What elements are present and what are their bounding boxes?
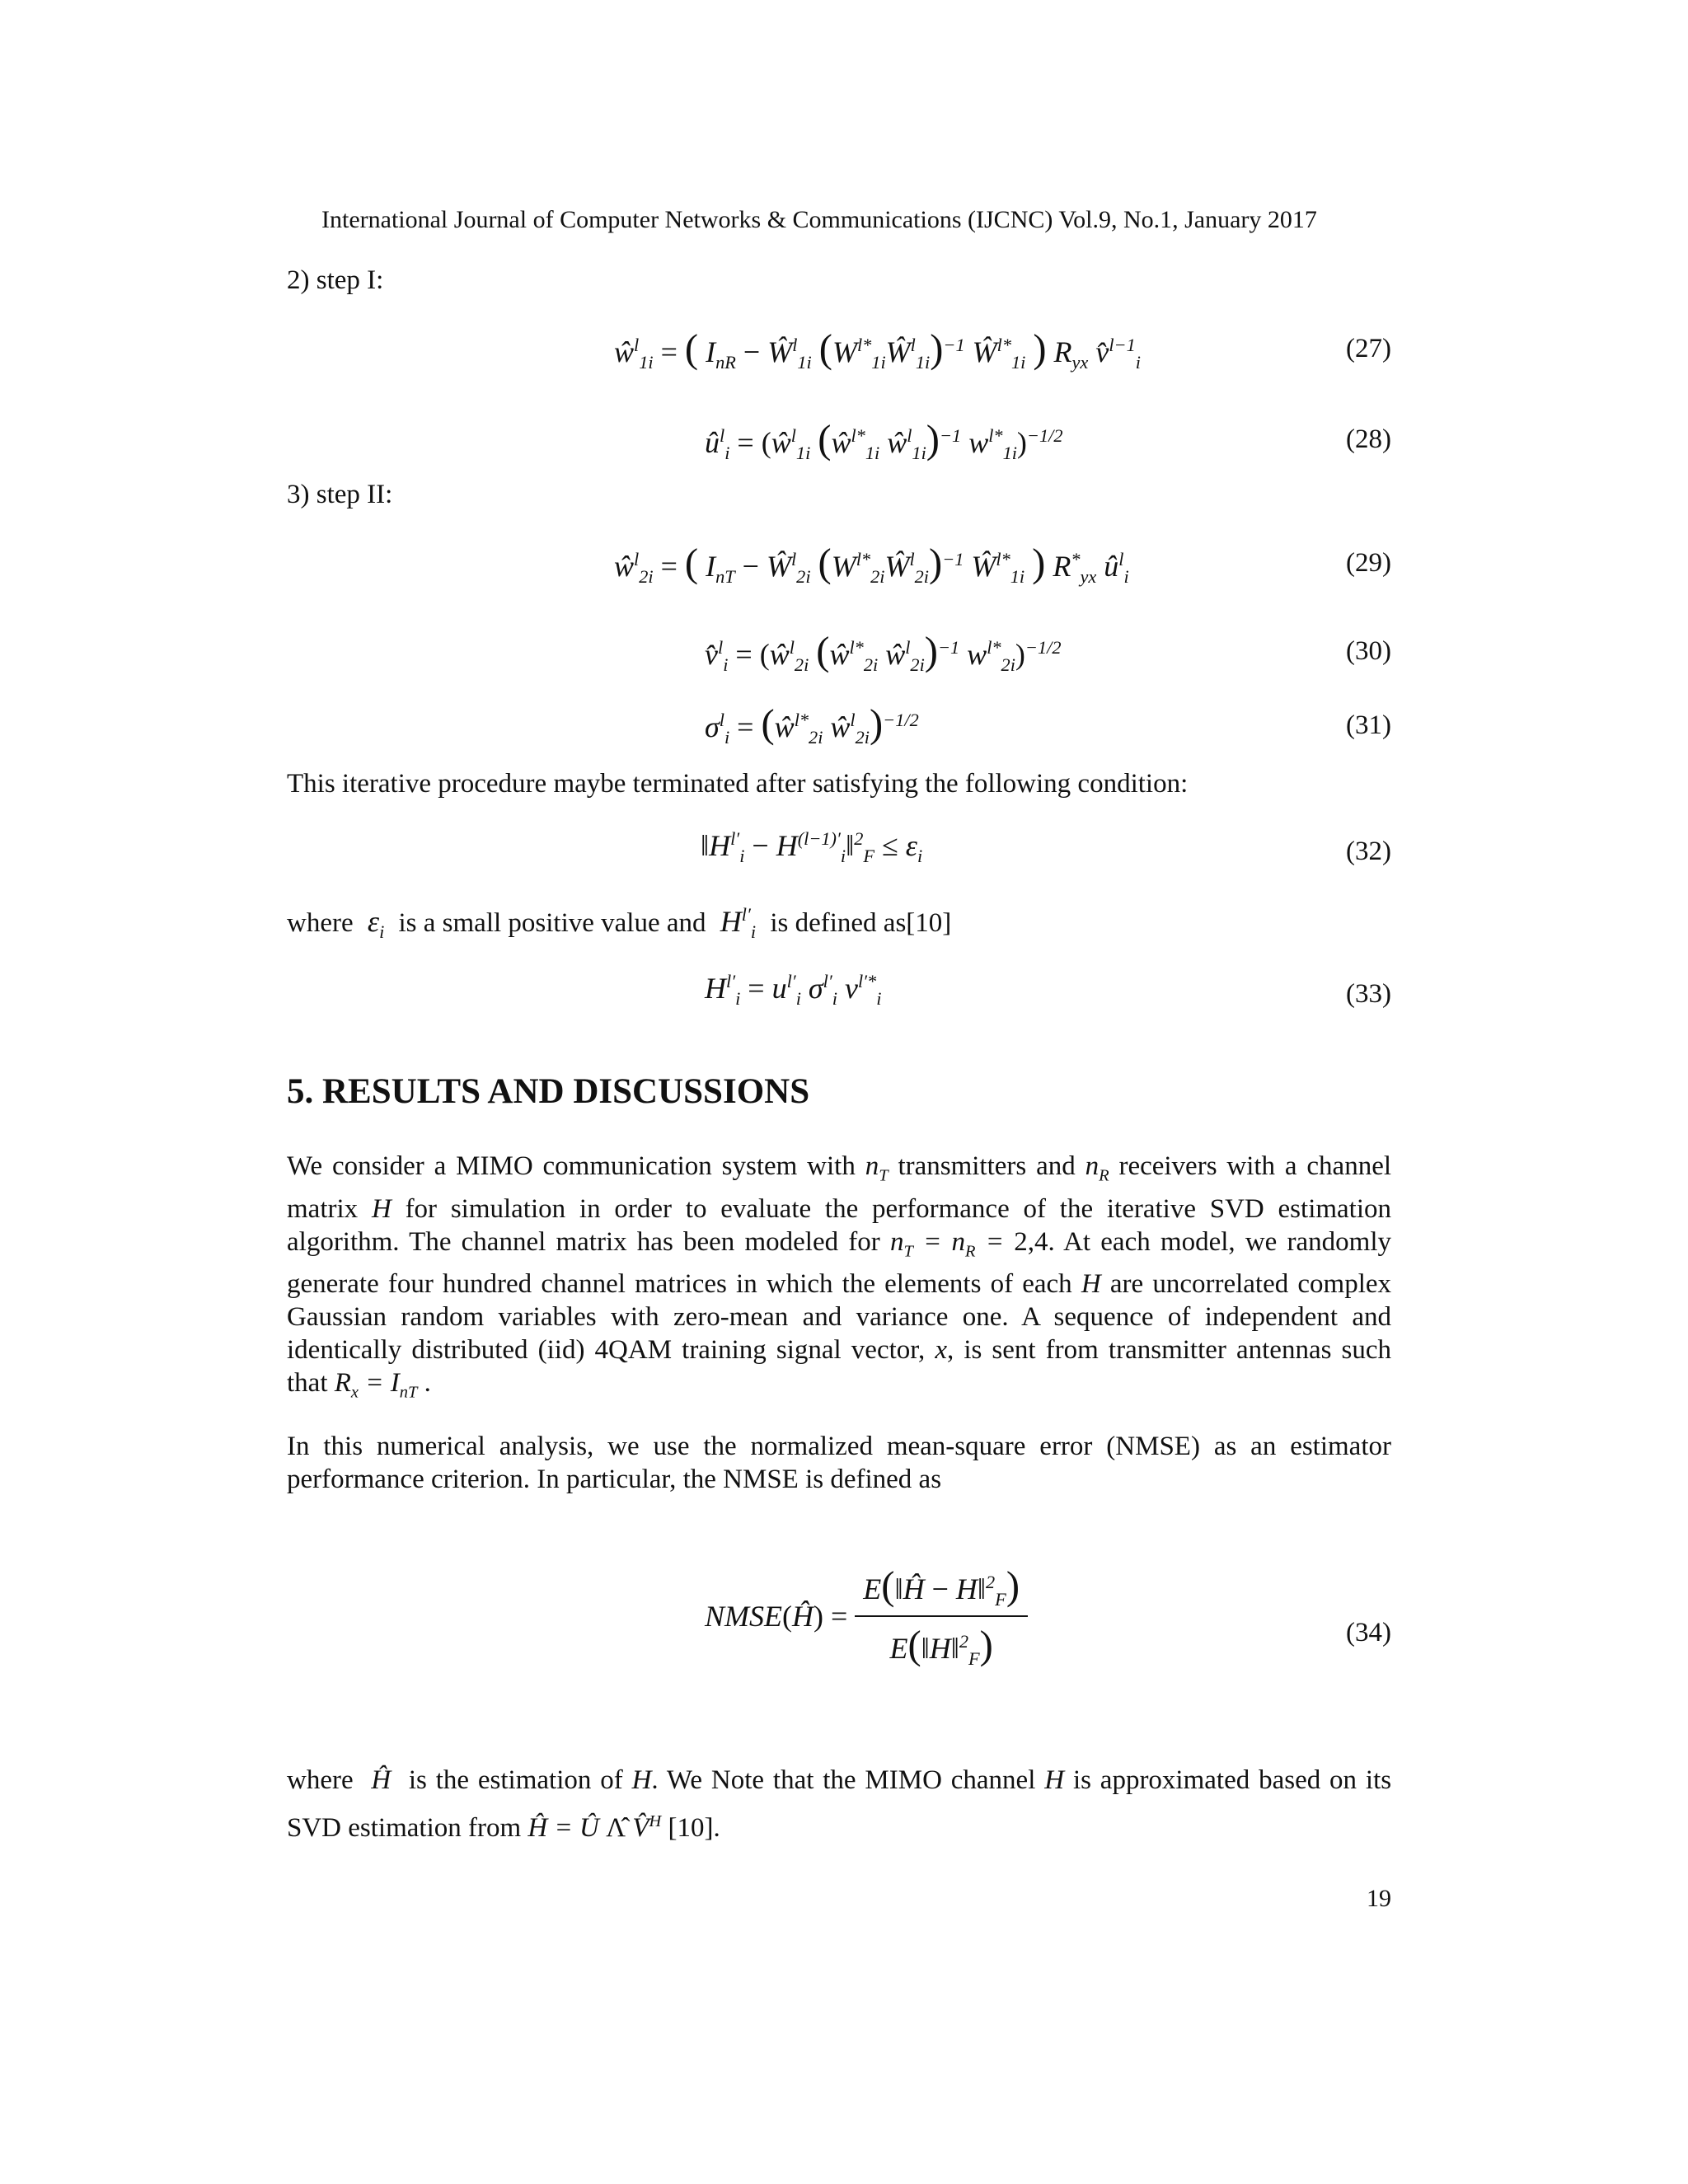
h-symbol-4: H — [1044, 1765, 1065, 1795]
equation-number-34: (34) — [1346, 1618, 1391, 1647]
equation-28: $û^l_i$ = ($ŵ^l_{1i}$ ($ŵ^{l*}_{1i}$ $ŵ^l_{1i})^{-1}$ $w^{l*}_{1i})^{-1/2}$ — [705, 417, 1063, 464]
para1-part5: . At each model, we randomly generate four hundred channel matrices in which the elements of each — [287, 1226, 1391, 1300]
para1-part7: , is sent from transmitter antennas such that — [287, 1335, 1392, 1399]
para1-part1: We consider a MIMO communication system with — [287, 1151, 856, 1181]
model-sizes: $n_T = n_R = 2,4$ — [890, 1226, 1048, 1261]
equation-29: $ŵ^l_{2i}$ = ( $I_{nT}$ − $Ŵ^l_{2i}$ $(W^{l*}_{2i}Ŵ^l_{2i})^{-1}$ $Ŵ^{l*}_{1i}$ ) $R^*_{yx}$ $û^l_i$ — [614, 541, 1129, 588]
page-number: 19 — [1367, 1885, 1391, 1912]
para3-part5: [10]. — [668, 1813, 720, 1843]
running-header: International Journal of Computer Networks & Communications (IJCNC) Vol.9, No.1, January 2017 — [321, 206, 1317, 233]
h-symbol-2: H — [1081, 1269, 1101, 1300]
equation-30: v̂$^l_i$ = ($ŵ^l_{2i}$ ($ŵ^{l*}_{2i}$ $ŵ^l_{2i})^{-1}$ $w^{l*}_{2i})^{-1/2}$ — [705, 629, 1062, 676]
where-line — [287, 904, 951, 943]
n-r-symbol: $n_R$ — [1085, 1151, 1109, 1185]
equation-number-30: (30) — [1346, 636, 1391, 666]
para1-part4: for simulation in order to evaluate the performance of the iterative SVD estimation algorithm. The channel matrix has been modeled for — [287, 1193, 1392, 1257]
equation-number-27: (27) — [1346, 334, 1391, 363]
para2-text: In this numerical analysis, we use the normalized mean-square error (NMSE) as an estimator performance criterion. In particular, the NMSE is defined as — [287, 1432, 1391, 1494]
svd-formula: Ĥ = Û Λ̂ V̂$^H$ — [528, 1812, 662, 1843]
where-defined: is defined as[10] — [770, 908, 952, 938]
equation-32: $‖H^{l'}_i$ − $H^{(l-1)'}_i‖^2_F \le \varepsilon_i$ — [701, 828, 923, 867]
para3-part1: where — [287, 1765, 354, 1795]
results-paragraph-1 — [287, 1150, 1391, 1409]
para1-part6: are uncorrelated complex Gaussian random variables with zero-mean and variance one. A sequence of independent and identically distributed (iid) 4QAM training signal vector, — [287, 1269, 1392, 1366]
para1-part2: transmitters and — [898, 1151, 1076, 1181]
equation-number-31: (31) — [1346, 710, 1391, 740]
step-two-label: 3) step II: — [287, 480, 393, 509]
n-t-symbol: $n_T$ — [865, 1151, 889, 1185]
step-one-label: 2) step I: — [287, 265, 384, 295]
para3-part2: is the estimation of — [408, 1765, 623, 1795]
where-word: where — [287, 908, 354, 938]
equation-27: $ŵ^l_{1i}$ = ( $I_{nR}$ − $Ŵ^l_{1i}$ $(W^{l*}_{1i}Ŵ^l_{1i})^{-1}$ $Ŵ^{l*}_{1i}$ ) $R_{yx}$ v̂$^{l-1}_i$ — [614, 326, 1141, 373]
h-symbol-3: H — [631, 1765, 652, 1795]
equation-34: NMSE(Ĥ) = $\frac{E(‖Ĥ - H‖^2_F)}{E(‖H‖^2_F)}$ — [705, 1558, 1028, 1675]
equation-number-28: (28) — [1346, 424, 1391, 454]
where-description: is a small positive value and — [398, 908, 706, 938]
para3-part4: is approximated based on its SVD estimation from — [287, 1765, 1392, 1843]
results-paragraph-3 — [287, 1760, 1391, 1849]
equation-31: $\sigma^l_i$ = ($ŵ^{l*}_{2i}$ $ŵ^l_{2i})^{-1/2}$ — [705, 701, 919, 748]
rx-identity: $R_x = I_{nT}$ — [334, 1368, 418, 1402]
equation-number-33: (33) — [1346, 979, 1391, 1009]
h-hat-symbol: Ĥ — [362, 1765, 401, 1795]
results-paragraph-2 — [287, 1430, 1391, 1496]
equation-number-29: (29) — [1346, 548, 1391, 578]
h-symbol: H — [371, 1193, 392, 1224]
epsilon-symbol: $\varepsilon_i$ — [359, 905, 385, 943]
equation-number-32: (32) — [1346, 837, 1391, 866]
para1-part3: receivers with a channel matrix — [287, 1151, 1392, 1224]
para3-part3: . We Note that the MIMO channel — [651, 1765, 1036, 1795]
para1-part8: . — [424, 1368, 431, 1399]
section-heading: 5. RESULTS AND DISCUSSIONS — [287, 1072, 810, 1111]
equation-33: $H^{l'}_i = u^{l'}_i$ $\sigma^{l'}_i$ $v^{l'*}_i$ — [705, 971, 882, 1010]
h-prime-symbol: $H^{l'}_i$ — [712, 904, 757, 943]
x-symbol: x — [935, 1335, 947, 1366]
iterative-text: This iterative procedure maybe terminated after satisfying the following condition: — [287, 769, 1189, 799]
